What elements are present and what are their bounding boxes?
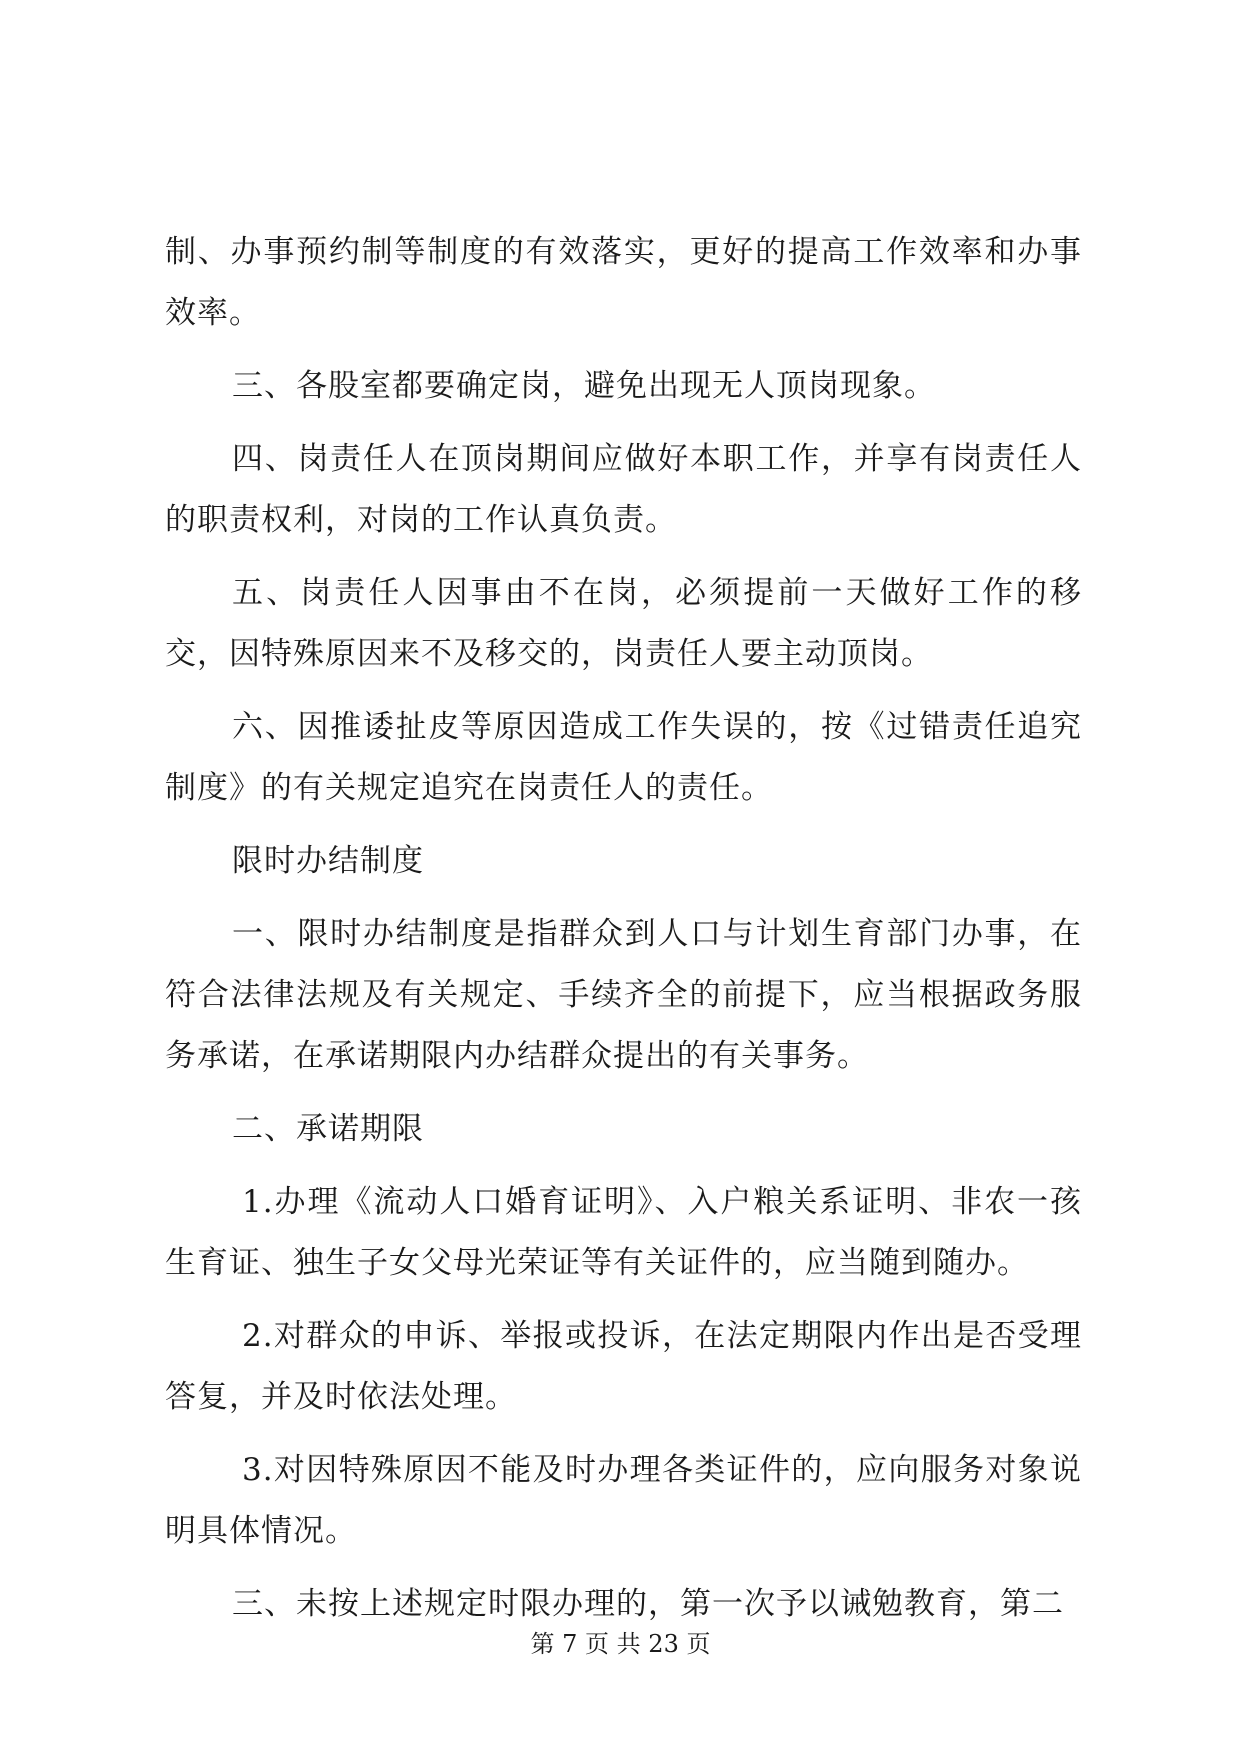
paragraph-numbered-2: 2.对群众的申诉、举报或投诉，在法定期限内作出是否受理答复，并及时依法处理。 (165, 1318, 1082, 1415)
paragraph-item-3: 三、各股室都要确定岗，避免出现无人顶岗现象。 (232, 368, 936, 404)
page-footer: 第 7 页 共 23 页 (530, 1630, 711, 1658)
paragraph-numbered-1: 1.办理《流动人口婚育证明》、入户粮关系证明、非农一孩生育证、独生子女父母光荣证等有关证件的，应当随到随办。 (165, 1184, 1082, 1281)
paragraph-continuation: 制、办事预约制等制度的有效落实，更好的提高工作效率和办事效率。 (165, 234, 1082, 331)
paragraph-item-6: 六、因推诿扯皮等原因造成工作失误的，按《过错责任追究制度》的有关规定追究在岗责任人的责任。 (165, 709, 1082, 806)
document-body (165, 222, 1082, 1635)
section-heading: 限时办结制度 (232, 843, 424, 879)
paragraph-section-2: 二、承诺期限 (232, 1111, 424, 1147)
paragraph-section-1: 一、限时办结制度是指群众到人口与计划生育部门办事，在符合法律法规及有关规定、手续齐全的前提下，应当根据政务服务承诺，在承诺期限内办结群众提出的有关事务。 (165, 916, 1082, 1074)
paragraph-numbered-3: 3.对因特殊原因不能及时办理各类证件的，应向服务对象说明具体情况。 (165, 1452, 1082, 1549)
paragraph-section-3: 三、未按上述规定时限办理的，第一次予以诫勉教育，第二 (232, 1586, 1064, 1622)
paragraph-item-4: 四、岗责任人在顶岗期间应做好本职工作，并享有岗责任人的职责权利，对岗的工作认真负责。 (165, 441, 1082, 538)
paragraph-item-5: 五、岗责任人因事由不在岗，必须提前一天做好工作的移交，因特殊原因来不及移交的，岗责任人要主动顶岗。 (165, 575, 1082, 672)
